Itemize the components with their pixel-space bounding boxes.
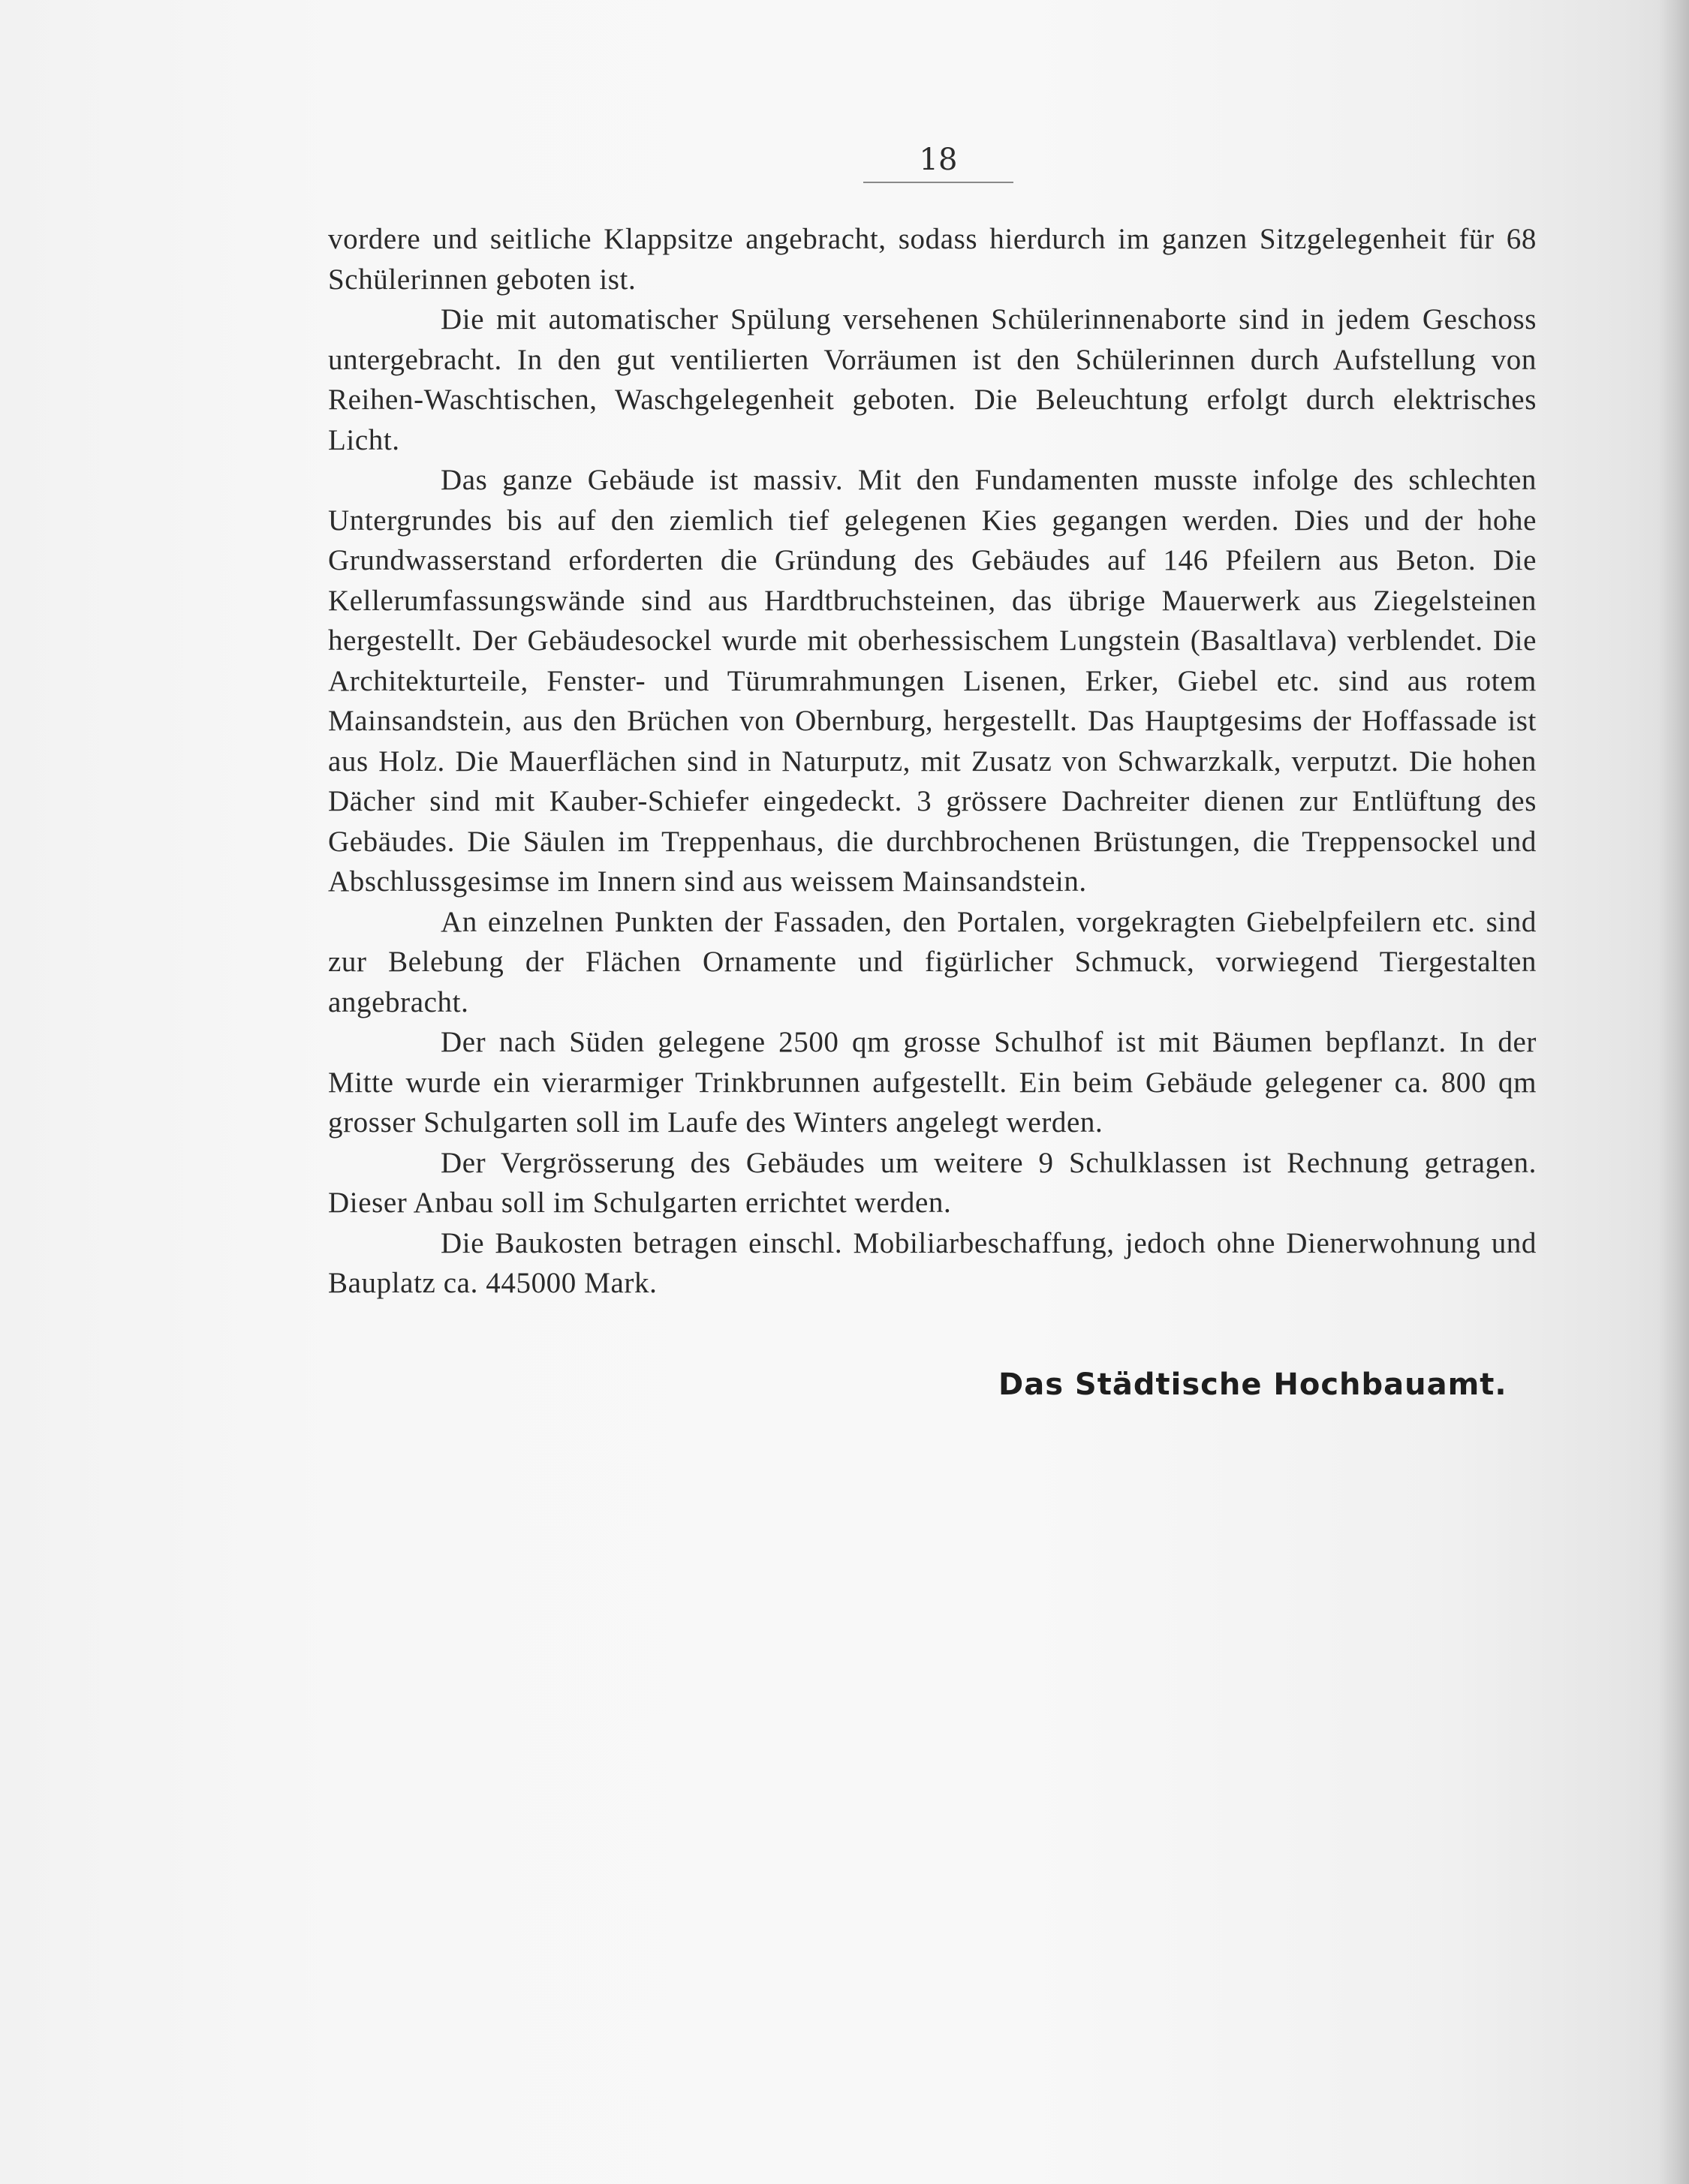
signature: Das Städtische Hochbauamt. [998,1367,1507,1402]
paragraph-construction: Das ganze Gebäude ist massiv. Mit den Fundamenten musste infolge des schlechten Untergrundes bis auf den ziemlich tief gelegenen Kies gegangen werden. Dies und der hohe Grundwasserstand erforderten die Gründung des Gebäudes auf 146 Pfeilern aus Beton. Die Kellerumfassungswände sind aus Hardtbruchsteinen, das übrige Mauerwerk aus Ziegelsteinen hergestellt. Der Gebäudesockel wurde mit oberhessischem Lungstein (Basaltlava) verblendet. Die Architekturteile, Fenster- und Türumrahmungen Lisenen, Erker, Giebel etc. sind aus rotem Mainsandstein, aus den Brüchen von Obernburg, hergestellt. Das Hauptgesims der Hoffassade ist aus Holz. Die Mauerflächen sind in Naturputz, mit Zusatz von Schwarzkalk, verputzt. Die hohen Dächer sind mit Kauber-Schiefer eingedeckt. 3 grössere Dachreiter dienen zur Entlüftung des Gebäudes. Die Säulen im Treppenhaus, die durchbrochenen Brüstungen, die Treppensockel und Abschlussgesimse im Innern sind aus weissem Mainsandstein. [328,464,1537,898]
page-edge-shadow [1659,0,1689,2184]
paragraph-extension: Der Vergrösserung des Gebäudes um weitere 9 Schulklassen ist Rechnung getragen. Dieser Anbau soll im Schulgarten errichtet werden. [328,1146,1537,1219]
paragraph-ornaments: An einzelnen Punkten der Fassaden, den Portalen, vorgekragten Giebelpfeilern etc. sind zur Belebung der Flächen Ornamente und figürlicher Schmuck, vorwiegend Tiergestalten angebracht. [328,905,1537,1018]
body-text [328,219,1537,1304]
paragraph-schoolyard: Der nach Süden gelegene 2500 qm grosse Schulhof ist mit Bäumen bepflanzt. In der Mitte wurde ein vierarmiger Trinkbrunnen aufgestellt. Ein beim Gebäude gelegener ca. 800 qm grosser Schulgarten soll im Laufe des Winters angelegt werden. [328,1026,1537,1139]
paragraph-continuation: vordere und seitliche Klappsitze angebracht, sodass hierdurch im ganzen Sitzgelegenheit für 68 Schülerinnen geboten ist. [328,223,1537,296]
paragraph-costs: Die Baukosten betragen einschl. Mobiliarbeschaffung, jedoch ohne Dienerwohnung und Bauplatz ca. 445000 Mark. [328,1226,1537,1299]
page-number: 18 [863,143,1013,183]
paragraph-toilets: Die mit automatischer Spülung versehenen Schülerinnenaborte sind in jedem Geschoss untergebracht. In den gut ventilierten Vorräumen ist den Schülerinnen durch Aufstellung von Reihen-Waschtischen, Waschgelegenheit geboten. Die Beleuchtung erfolgt durch elektrisches Licht. [328,303,1537,456]
